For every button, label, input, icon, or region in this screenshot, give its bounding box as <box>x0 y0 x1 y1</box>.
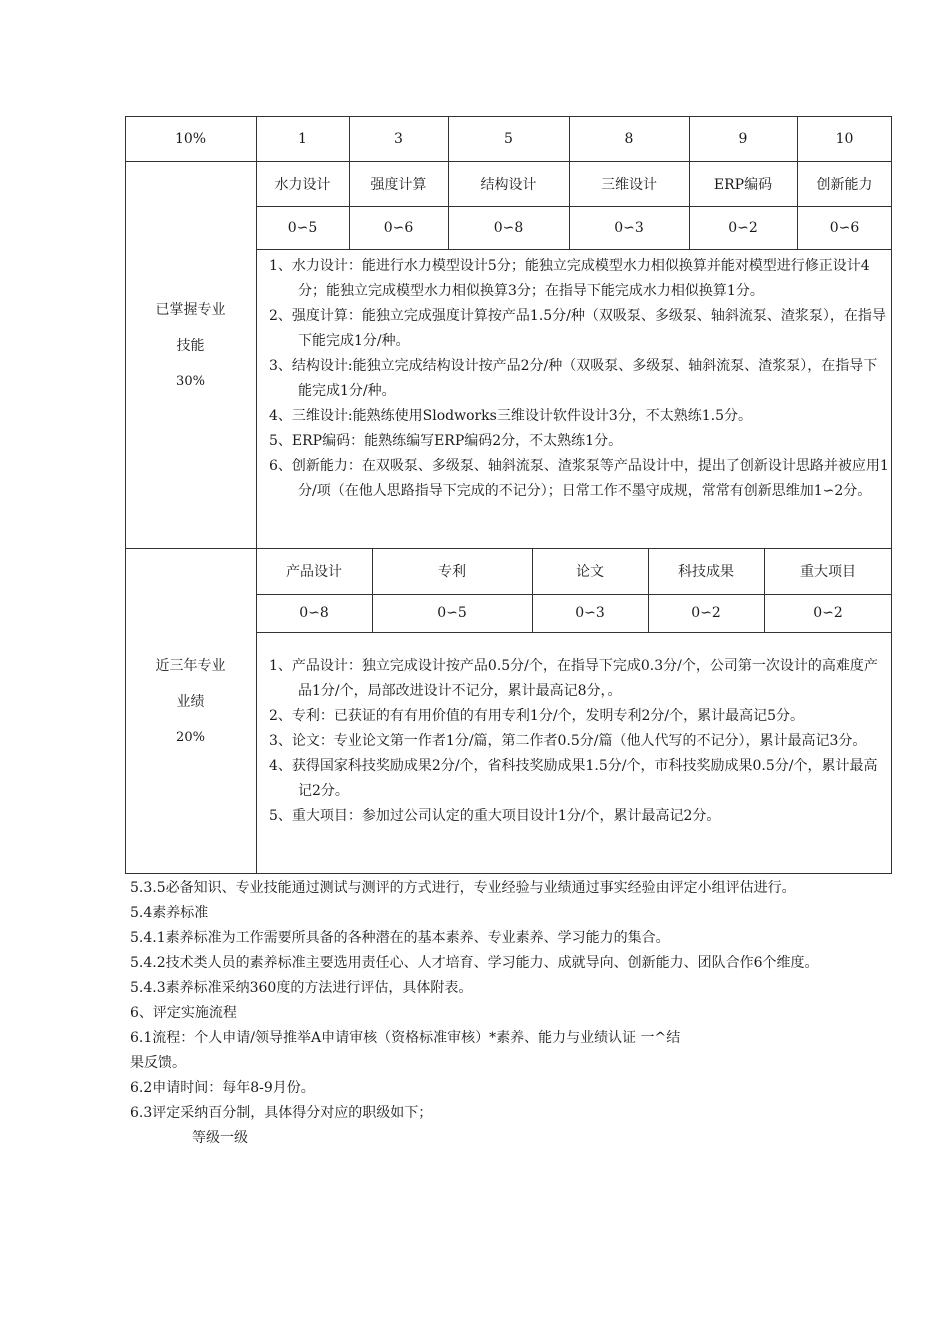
performance-header: 产品设计 <box>286 564 342 580</box>
skill-header: 水力设计 <box>274 176 331 193</box>
paragraph: 5.4.2技术类人员的素养标准主要选用责任心、人才培育、学习能力、成就导向、创新能力、团队合作6个维度。 <box>130 955 819 971</box>
weight-cell: 10% <box>174 130 207 147</box>
score-cell: 5 <box>504 130 513 147</box>
performance-section-label <box>125 648 256 756</box>
criteria-item: 5、ERP编码：能熟练编写ERP编码2分，不太熟练1分。 <box>269 433 623 449</box>
paragraph: 6.1流程：个人申请/领导推举A申请审核（资格标准审核）*素养、能力与业绩认证 一^结 <box>130 1030 681 1046</box>
criteria-item: 5、重大项目：参加过公司认定的重大项目设计1分/个，累计最高记2分。 <box>269 808 721 824</box>
paragraph: 5.4.3素养标准采纳360度的方法进行评估，具体附表。 <box>130 980 473 996</box>
skill-header: 创新能力 <box>816 176 873 193</box>
skill-header: ERP编码 <box>713 176 773 193</box>
table-rule <box>256 632 892 633</box>
body-text <box>130 876 905 1151</box>
skill-range: 0∽8 <box>493 219 524 236</box>
level-line: 等级一级 <box>192 1130 248 1146</box>
skill-range: 0∽5 <box>287 219 318 236</box>
performance-range: 0∽2 <box>813 605 843 621</box>
section-heading: 5.4素养标准 <box>130 905 209 921</box>
performance-header: 专利 <box>438 564 466 580</box>
criteria-item: 2、专利：已获证的有有用价值的有用专利1分/个，发明专利2分/个，累计最高记5分。 <box>269 708 805 724</box>
skills-section-label <box>125 292 256 400</box>
skills-label-line: 技能 <box>176 338 205 354</box>
skill-header: 强度计算 <box>370 176 427 193</box>
paragraph: 5.3.5必备知识、专业技能通过测试与测评的方式进行，专业经验与业绩通过事实经验由评定小组评估进行。 <box>130 880 796 896</box>
skill-range: 0∽2 <box>728 219 758 236</box>
score-cell: 10 <box>835 130 854 147</box>
skill-range: 0∽3 <box>614 219 644 236</box>
paragraph: 果反馈。 <box>130 1055 186 1071</box>
skill-header: 结构设计 <box>480 176 537 193</box>
table-rule <box>256 249 892 250</box>
paragraph: 6.3评定采纳百分制，具体得分对应的职级如下； <box>130 1105 433 1121</box>
performance-header: 重大项目 <box>800 564 856 580</box>
performance-header: 论文 <box>576 564 604 580</box>
score-cell: 9 <box>738 130 748 147</box>
skills-label-line: 已掌握专业 <box>155 302 226 318</box>
score-cell: 3 <box>394 130 403 147</box>
performance-header: 科技成果 <box>678 564 734 580</box>
criteria-item: 1、产品设计：独立完成设计按产品0.5分/个，在指导下完成0.3分/个，公司第一次设计的高难度产品1分/个，局部改进设计不记分，累计最高记8分，。 <box>269 658 878 699</box>
criteria-item: 4、三维设计:能熟练使用Slodworks三维设计软件设计3分，不太熟练1.5分。 <box>269 408 753 424</box>
performance-label-line: 业绩 <box>176 694 205 710</box>
paragraph: 5.4.1素养标准为工作需要所具备的各种潜在的基本素养、专业素养、学习能力的集合。 <box>130 930 670 946</box>
criteria-item: 3、论文：专业论文第一作者1分/篇，第二作者0.5分/篇（他人代写的不记分），累计最高记3分。 <box>269 733 867 749</box>
performance-range: 0∽8 <box>299 605 329 621</box>
criteria-item: 2、强度计算：能独立完成强度计算按产品1.5分/种（双吸泵、多级泵、轴斜流泵、渣浆泵），在指导下能完成1分/种。 <box>269 308 886 349</box>
skill-range: 0∽6 <box>829 219 860 236</box>
skill-range: 0∽6 <box>383 219 414 236</box>
score-cell: 1 <box>298 130 307 147</box>
criteria-item: 6、创新能力：在双吸泵、多级泵、轴斜流泵、渣浆泵等产品设计中，提出了创新设计思路并被应用1分/项（在他人思路指导下完成的不记分）；日常工作不墨守成规，常常有创新思维加1∽2分。 <box>269 458 889 499</box>
paragraph: 6.2申请时间：每年8-9月份。 <box>130 1080 315 1096</box>
score-cell: 8 <box>624 130 634 147</box>
performance-criteria <box>262 654 890 864</box>
skills-criteria <box>262 254 890 546</box>
criteria-item: 3、结构设计:能独立完成结构设计按产品2分/种（双吸泵、多级泵、轴斜流泵、渣浆泵），在指导下能完成1分/种。 <box>269 358 878 399</box>
performance-label-line: 近三年专业 <box>155 658 226 674</box>
criteria-item: 4、获得国家科技奖励成果2分/个，省科技奖励成果1.5分/个，市科技奖励成果0.5分/个，累计最高记2分。 <box>269 758 878 799</box>
performance-range: 0∽2 <box>691 605 721 621</box>
criteria-item: 1、水力设计：能进行水力模型设计5分；能独立完成模型水力相似换算并能对模型进行修正设计4分；能独立完成模型水力相似换算3分；在指导下能完成水力相似换算1分。 <box>269 258 870 299</box>
performance-range: 0∽5 <box>437 605 467 621</box>
skills-weight: 30% <box>176 374 205 389</box>
section-heading: 6、评定实施流程 <box>130 1005 237 1021</box>
skill-header: 三维设计 <box>601 176 657 193</box>
performance-weight: 20% <box>176 730 205 745</box>
performance-range: 0∽3 <box>575 605 605 621</box>
